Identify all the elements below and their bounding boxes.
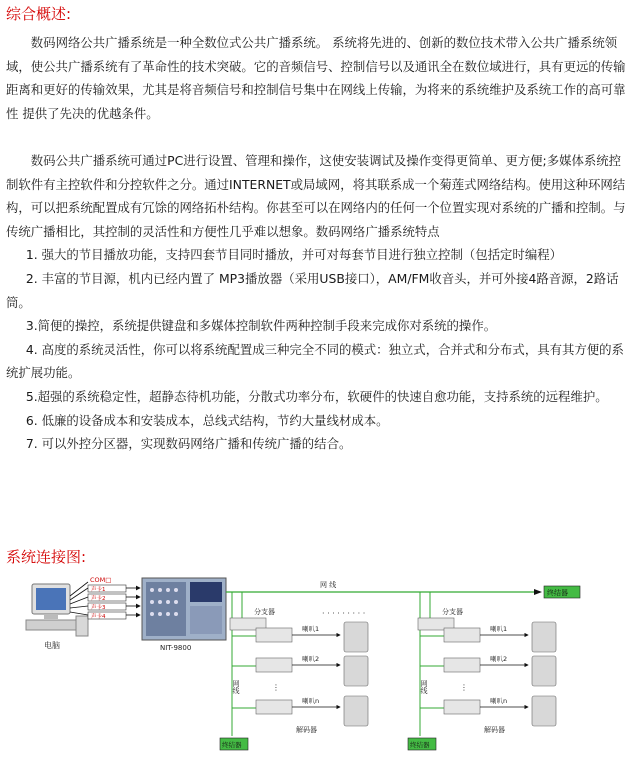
svg-text:· · · · · · · · ·: · · · · · · · · · — [322, 609, 366, 618]
feature-item: 3.简便的操控，系统提供键盘和多媒体控制软件两种控制手段来完成你对系统的操作。 — [25, 318, 497, 334]
horn-label: 喇叭n — [302, 697, 320, 705]
system-connection-diagram — [20, 572, 620, 758]
sound-card-label: 声卡4 — [91, 614, 106, 620]
overview-heading: 综合概述: — [6, 5, 72, 23]
com-label: COM□ — [90, 576, 112, 584]
terminal-label: 终结器 — [547, 589, 568, 597]
sound-card-label: 声卡1 — [91, 587, 106, 593]
sound-cards — [88, 585, 126, 620]
feature-item: 4. 高度的系统灵活性，你可以将系统配置成三种完全不同的模式：独立式，合并式和分布式，具有其方便的系统扩展功能。 — [6, 341, 624, 381]
sound-card-label: 声卡3 — [91, 605, 106, 611]
feature-item: 7. 可以外控分区器，实现数码网络广播和传统广播的结合。 — [25, 436, 352, 452]
network-label: 网 线 — [320, 581, 337, 589]
sound-card-label: 声卡2 — [91, 596, 106, 602]
trunk-label: 网线 — [420, 680, 428, 694]
horn-label: 喇叭1 — [302, 625, 320, 633]
feature-item: 5.超强的系统稳定性，超静态待机功能，分散式功率分布，软硬件的快速自愈功能，支持系统的远程维护。 — [25, 388, 608, 404]
speaker-icon — [344, 622, 368, 726]
main-unit-label: NIT-9800 — [160, 644, 192, 652]
svg-text:⋮: ⋮ — [460, 683, 468, 692]
overview-body — [6, 31, 632, 456]
svg-text:⋮: ⋮ — [272, 683, 280, 692]
pc-label: 电脑 — [44, 641, 60, 650]
zone-group-right — [408, 592, 556, 750]
speaker-icon — [532, 622, 556, 726]
feature-item: 6. 低廉的设备成本和安装成本，总线式结构，节约大量线材成本。 — [25, 412, 389, 428]
feature-item: 1. 强大的节目播放功能，支持四套节目同时播放，并可对每套节目进行独立控制（包括定时编程） — [25, 247, 562, 263]
horn-label: 喇叭1 — [490, 625, 508, 633]
pc-icon — [26, 584, 88, 636]
decoder-label: 解码器 — [296, 726, 317, 734]
main-unit-icon — [142, 578, 226, 640]
intro-paragraph-1: 数码网络公共广播系统是一种全数位式公共广播系统。 系统将先进的、创新的数位技术带入公共广播系统领域，使公共广播系统有了革命性的技术突破。它的音频信号、控制信号以及通讯全在数位域进行，具有更远的传输距离和更好的传输效果，尤其是将音频信号和控制信号集中在网线上传输，为将来的系统维护及系统工作的高可靠性 提供了先决的优越条件。 — [6, 35, 626, 121]
terminal-label: 终结器 — [222, 741, 242, 749]
horn-label: 喇叭2 — [302, 655, 320, 663]
horn-label: 喇叭n — [490, 697, 508, 705]
zone-group-left — [220, 592, 368, 750]
terminal-label: 终结器 — [410, 741, 430, 749]
feature-item: 2. 丰富的节目源，机内已经内置了 MP3播放器（采用USB接口），AM/FM收音头，并可外接4路音源，2路话筒。 — [6, 270, 619, 310]
decoder-label: 解码器 — [484, 726, 505, 734]
switch-label: 分支器 — [254, 608, 275, 616]
connection-heading: 系统连接图: — [6, 548, 87, 566]
trunk-label: 网线 — [232, 680, 240, 694]
horn-label: 喇叭2 — [490, 655, 508, 663]
switch-label: 分支器 — [442, 608, 463, 616]
intro-paragraph-2: 数码公共广播系统可通过PC进行设置、管理和操作，这使安装调试及操作变得更简单、更方便;多媒体系统控制软件有主控软件和分控软件之分。通过INTERNET或局域网，将其联系成一个菊莲式网络结构。使用这种环网结构，可以把系统配置成有冗馀的网络拓朴结构。你甚至可以在网络内的任何一个位置实现对系统的广播和控制。与传统广播相比，其控制的灵活性和方便性几乎难以想象。数码网络广播系统特点 — [6, 152, 626, 239]
